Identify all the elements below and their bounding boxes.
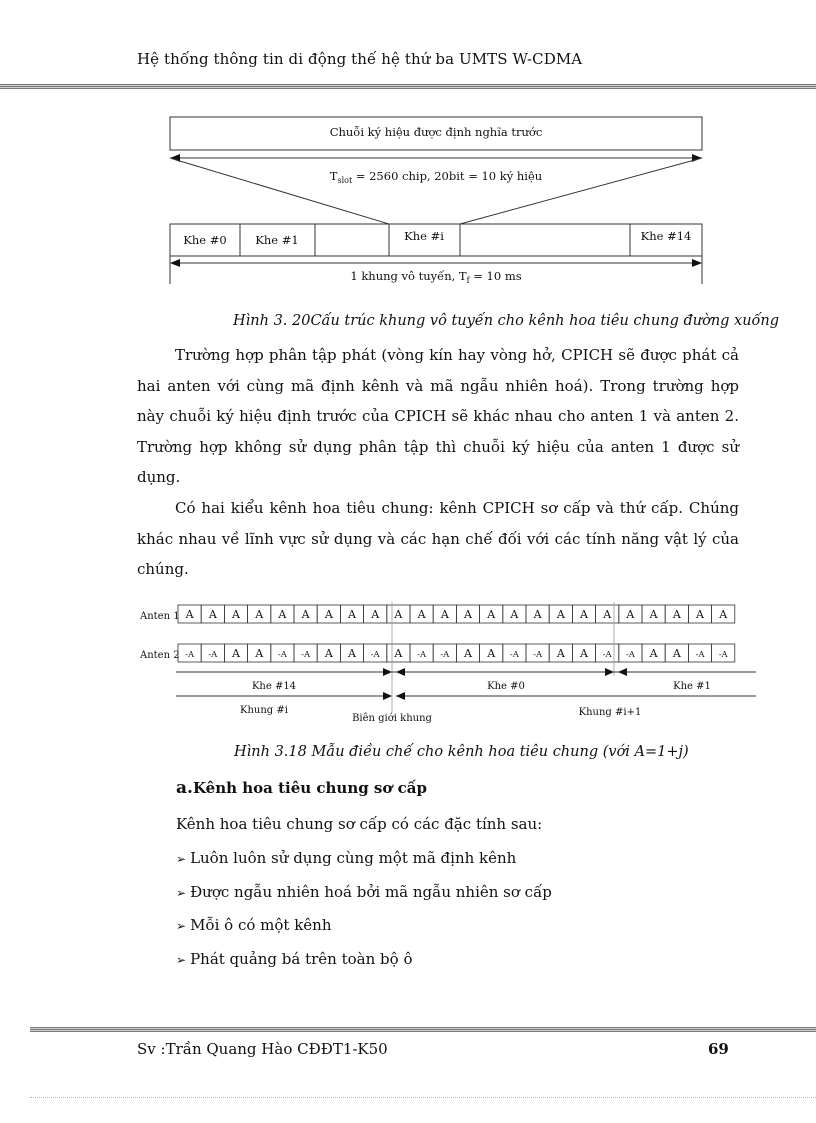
anten-1-label: Anten 1: [140, 611, 180, 622]
anten-1-symbol-row: [178, 605, 735, 623]
tslot-label: $T_{slot} = 2560$ chip, 20bit = 10 ký hiệu: [329, 169, 543, 185]
symbol-label: A: [232, 647, 240, 660]
paragraph-2: Có hai kiểu kênh hoa tiêu chung: kênh CPICH sơ cấp và thứ cấp. Chúng khác nhau về lĩnh vực sử dụng và các hạn chế đối với các tính năng vật lý của chúng.: [137, 499, 739, 578]
symbol-label: -A: [301, 650, 311, 660]
slot-structure-figure: [160, 112, 720, 292]
symbol-label: A: [487, 647, 496, 660]
symbol-label: A: [603, 608, 612, 621]
footer-author: Sv :Trần Quang Hào CĐĐT1-K50: [137, 1040, 388, 1058]
symbol-label: -A: [370, 650, 380, 660]
figure-1-caption: Hình 3. 20Cấu trúc khung vô tuyến cho kênh hoa tiêu chung đường xuống: [233, 313, 780, 329]
slot-1-label: Khe #1: [255, 233, 299, 247]
symbol-label: A: [580, 608, 588, 621]
symbol-label: A: [696, 608, 704, 621]
bullet-item: ➢ Phát quảng bá trên toàn bộ ô: [176, 950, 413, 968]
symbol-label: A: [464, 608, 472, 621]
khung-i1-label: Khung #i+1: [578, 707, 642, 718]
symbol-label: -A: [695, 650, 705, 660]
symbol-label: A: [556, 608, 565, 621]
symbol-label: -A: [533, 650, 543, 660]
symbol-label: -A: [440, 650, 450, 660]
anten-2-symbol-row: [178, 644, 735, 662]
symbol-label: A: [348, 647, 356, 660]
symbol-label: A: [417, 608, 426, 621]
zoom-line-right: [460, 158, 702, 224]
symbol-label: A: [649, 647, 658, 660]
symbol-label: A: [324, 608, 333, 621]
header-rule: [0, 84, 816, 89]
symbol-label: A: [556, 647, 565, 660]
page-separator: [30, 1097, 816, 1098]
arrow-bullet-icon: ➢: [176, 886, 187, 900]
symbol-label: A: [394, 608, 403, 621]
symbol-label: A: [672, 608, 681, 621]
frame-boundary-label: Biên giới khung: [352, 713, 432, 724]
symbol-label: A: [626, 608, 635, 621]
slot-14-label: Khe #14: [640, 229, 692, 243]
bullet-item: ➢ Được ngẫu nhiên hoá bởi mã ngẫu nhiên sơ cấp: [176, 883, 552, 901]
figure-2-caption: Hình 3.18 Mẫu điều chế cho kênh hoa tiêu chung (với A=1+j): [234, 744, 689, 760]
symbol-label: -A: [625, 650, 635, 660]
bullet-item: ➢ Luôn luôn sử dụng cùng một mã định kênh: [176, 849, 517, 867]
symbol-label: A: [580, 647, 588, 660]
intro-line: Kênh hoa tiêu chung sơ cấp có các đặc tính sau:: [176, 815, 543, 833]
bullet-item: ➢ Mỗi ô có một kênh: [176, 916, 332, 934]
arrow-bullet-icon: ➢: [176, 953, 187, 967]
modulation-pattern-figure: [140, 600, 760, 730]
symbol-label: A: [487, 608, 496, 621]
symbol-label: A: [255, 608, 264, 621]
arrow-bullet-icon: ➢: [176, 852, 187, 866]
zoom-line-left: [170, 158, 389, 224]
symbol-label: A: [232, 608, 240, 621]
symbol-label: A: [255, 647, 264, 660]
slot-i-label: Khe #i: [404, 229, 444, 243]
khe-1-label: Khe #1: [673, 681, 711, 692]
symbol-label: -A: [417, 650, 427, 660]
section-heading: a.Kênh hoa tiêu chung sơ cấp: [176, 778, 427, 798]
symbol-label: -A: [718, 650, 728, 660]
symbol-label: A: [324, 647, 333, 660]
symbol-label: A: [371, 608, 380, 621]
arrow-bullet-icon: ➢: [176, 919, 187, 933]
symbol-label: -A: [509, 650, 519, 660]
symbol-label: A: [278, 608, 287, 621]
symbol-label: A: [394, 647, 403, 660]
symbol-label: A: [719, 608, 728, 621]
page-number: 69: [708, 1040, 729, 1058]
symbol-label: A: [208, 608, 217, 621]
symbol-label: A: [301, 608, 310, 621]
symbol-label: A: [348, 608, 356, 621]
sequence-label: Chuỗi ký hiệu được định nghĩa trước: [329, 125, 543, 139]
symbol-label: -A: [602, 650, 612, 660]
symbol-label: A: [464, 647, 472, 660]
footer-rule: [30, 1027, 816, 1032]
running-header: Hệ thống thông tin di động thế hệ thứ ba UMTS W-CDMA: [137, 50, 583, 68]
symbol-label: -A: [277, 650, 287, 660]
frame-label: 1 khung vô tuyến, $T_f = 10$ ms: [350, 269, 522, 285]
symbol-label: -A: [185, 650, 195, 660]
symbol-label: A: [440, 608, 449, 621]
symbol-label: -A: [208, 650, 218, 660]
symbol-label: A: [672, 647, 681, 660]
khe-0-label: Khe #0: [487, 681, 525, 692]
symbol-label: A: [510, 608, 519, 621]
symbol-label: A: [185, 608, 194, 621]
anten-2-label: Anten 2: [140, 650, 180, 661]
symbol-label: A: [649, 608, 658, 621]
symbol-label: A: [533, 608, 542, 621]
paragraph-1: Trường hợp phân tập phát (vòng kín hay vòng hở, CPICH sẽ được phát cả hai anten với cùng mã định kênh và mã ngẫu nhiên hoá). Trong trường hợp này chuỗi ký hiệu định trước của CPICH sẽ khác nhau cho anten 1 và anten 2. Trường hợp không sử dụng phân tập thì chuỗi ký hiệu của anten 1 được sử dụng.: [137, 346, 739, 486]
khe-14-label: Khe #14: [251, 681, 297, 692]
khung-i-label: Khung #i: [240, 705, 288, 716]
slot-0-label: Khe #0: [183, 233, 227, 247]
